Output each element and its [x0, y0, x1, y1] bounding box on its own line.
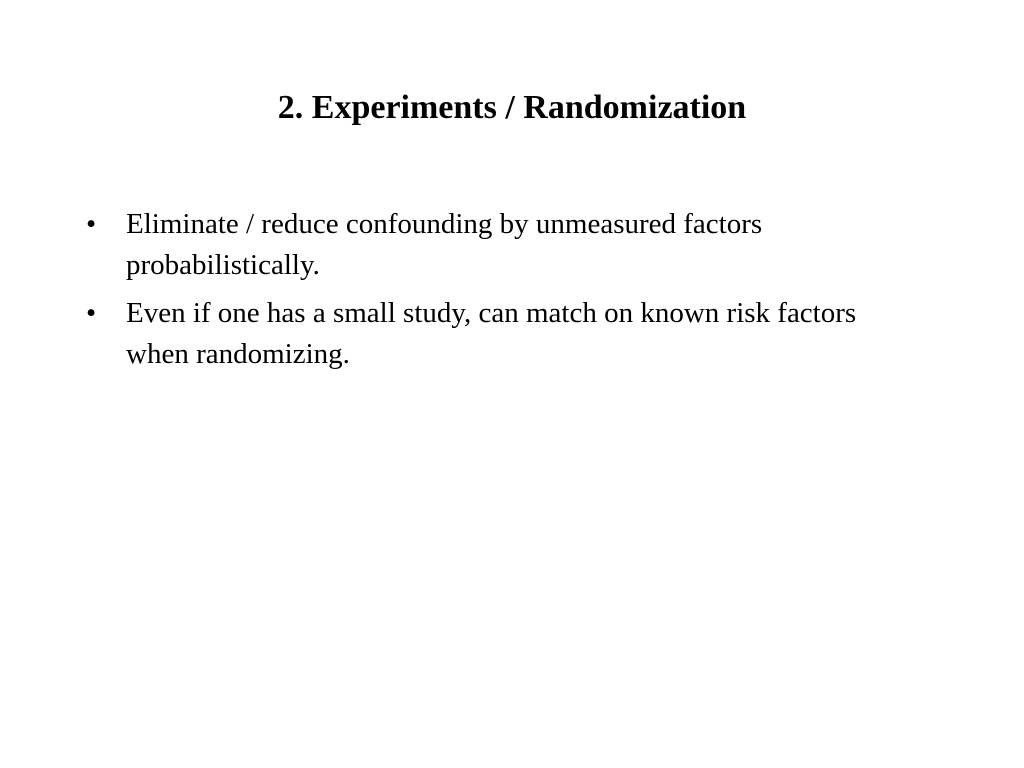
- bullet-item: [86, 204, 916, 286]
- bullet-icon: •: [86, 297, 97, 329]
- bullet-text: Even if one has a small study, can match on known risk factors when randomizing.: [126, 297, 857, 370]
- slide-title: 2. Experiments / Randomization: [277, 89, 747, 126]
- bullet-icon: •: [86, 208, 97, 240]
- bullet-list: [86, 204, 916, 382]
- bullet-item: [86, 293, 916, 375]
- bullet-text: Eliminate / reduce confounding by unmeasured factors probabilistically.: [126, 208, 763, 281]
